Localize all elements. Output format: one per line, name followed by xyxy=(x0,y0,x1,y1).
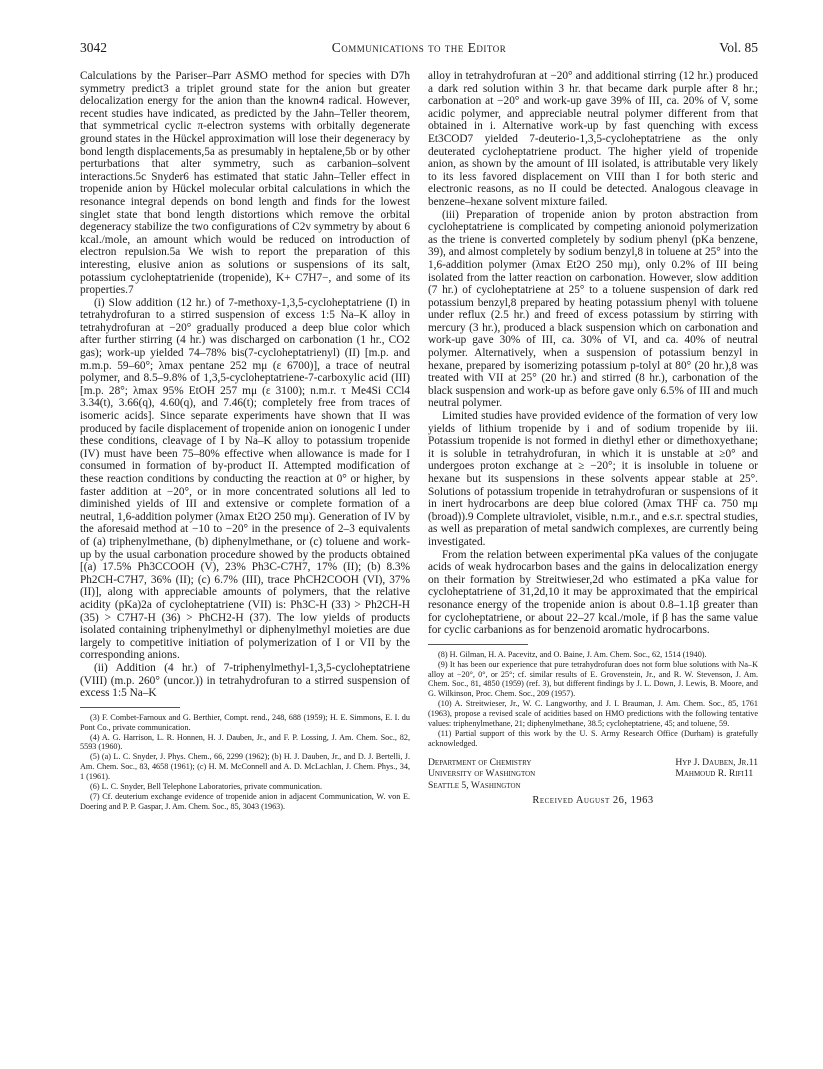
footnote: (8) H. Gilman, H. A. Pacevitz, and O. Baine, J. Am. Chem. Soc., 62, 1514 (1940). xyxy=(438,649,707,659)
footnotes-right xyxy=(428,650,758,749)
running-header xyxy=(80,40,758,60)
author-name: Hyp J. Dauben, Jr.11 xyxy=(675,756,758,768)
footnote: (4) A. G. Harrison, L. R. Honnen, H. J. Dauben, Jr., and F. P. Lossing, J. Am. Chem. Soc., 82, 5593 (1960). xyxy=(80,732,410,752)
paragraph: Limited studies have provided evidence of the formation of very low yields of lithium tropenide by i and of sodium tropenide by iii. Potassium tropenide is not formed in diethyl ether or dimethoxyethane; it is soluble in tetrahydrofuran, in which it is unstable at ≥0° and undergoes proton exchange at ≥ −20°; it is insoluble in toluene or hexane but its suspensions in these solvents appear stable at 25°. Solutions of potassium tropenide in tetrahydrofuran or suspensions of it in inert hydrocarbons are deep blue colored (λmax THF ca. 750 mμ (broad)).9 Complete ultraviolet, visible, n.m.r., and e.s.r. spectral studies, as well as preparation of metal sandwich complexes, are currently being investigated. xyxy=(428,410,758,548)
paragraph: Calculations by the Pariser–Parr ASMO method for species with D7h symmetry predict3 a triplet ground state for the anion but greater delocalization energy for the anion than the known4 radical. However, recent studies have indicated, as predicted by the Jahn–Teller theorem, that symmetrical cyclic π-electron systems with orbitally degenerate ground states in the Hückel approximation will lose their degeneracy by bond length displacements,5a as presumably in heptalene,5b or by other perturbations that alter symmetry, such as carbanion–solvent interactions.5c Snyder6 has estimated that static Jahn–Teller effect in tropenide anion by Hückel molecular orbital calculations in which the resonance integral depends on bond length and finds for the lowest singlet state that bond length distortions which remove the orbital degeneracy stabilize the two configurations of C2v symmetry by about 6 kcal./mole, an amount which would be reduced on introduction of electron repulsion.5a We wish to report the preparation of this interesting, elusive anion as solutions or suspensions of its salt, potassium cycloheptatrienide (tropenide), K+ C7H7−, and some of its properties.7 xyxy=(80,70,410,297)
footnote-divider xyxy=(428,644,528,645)
affiliation-line: Department of Chemistry xyxy=(428,756,532,768)
paragraph: (ii) Addition (4 hr.) of 7-triphenylmethyl-1,3,5-cycloheptatriene (VIII) (m.p. 260° (uncor.)) in tetrahydrofuran to a stirred suspension of excess 1:5 Na–K xyxy=(80,661,410,700)
affiliation-line: University of Washington xyxy=(428,768,536,780)
right-column xyxy=(428,70,758,806)
footnote: (9) It has been our experience that pure tetrahydrofuran does not form blue solutions with Na–K alloy at −20°, 0°, or 25°; cf. similar results of E. Grovenstein, Jr., and R. W. Stevenson, J. Am. Chem. Soc., 81, 4850 (1959) (ref. 3), but different findings by J. L. Down, J. Lewis, B. Moore, and G. Wilkinson, Proc. Chem. Soc., 209 (1957). xyxy=(428,659,758,699)
footnote: (10) A. Streitwieser, Jr., W. C. Langworthy, and J. I. Brauman, J. Am. Chem. Soc., 85, 1761 (1963), propose a revised scale of acidities based on HMO predictions with the following tentative values: triphenylmethane, 21; diphenylmethane, 38.5; cycloheptatriene, 45; and toluene, 59. xyxy=(428,699,758,729)
authors xyxy=(675,757,758,792)
signature-block xyxy=(428,757,758,792)
footnote: (5) (a) L. C. Snyder, J. Phys. Chem., 66, 2299 (1962); (b) H. J. Dauben, Jr., and D. J. Bertelli, J. Am. Chem. Soc., 83, 4658 (1961); (c) H. M. McConnell and A. D. McLachlan, J. Chem. Phys., 34, 1 (1961). xyxy=(80,752,410,782)
page-number: 3042 xyxy=(80,40,107,55)
footnote: (7) Cf. deuterium exchange evidence of tropenide anion in adjacent Communication, W. von E. Doering and P. P. Gaspar, J. Am. Chem. Soc., 85, 3043 (1963). xyxy=(80,791,410,811)
left-column xyxy=(80,70,410,812)
paragraph: (i) Slow addition (12 hr.) of 7-methoxy-1,3,5-cycloheptatriene (I) in tetrahydrofuran to a stirred suspension of excess 1:5 Na–K alloy in tetrahydrofuran at −20° gradually produced a deep blue color which after further stirring (4 hr.) was discharged on carbonation (1 hr., CO2 gas); work-up yielded 74–78% bis(7-cycloheptatrienyl) (II) [m.p. and m.m.p. 59–60°; λmax pentane 252 mμ (ε 6700)], a trace of neutral polymer, and 8.5–9.8% of 1,3,5-cycloheptatriene-7-carboxylic acid (III) [m.p. 28°; λmax 95% EtOH 257 mμ (ε 3100); n.m.r. τ Me4Si CCl4 3.34(t), 3.66(q), 4.60(q), and 7.46(t); completely free from traces of isomeric acids]. Since separate experiments have shown that II was produced by facile displacement of tropenide anion on ionogenic I under these conditions, cleavage of I by Na–K alloy to potassium tropenide (IV) must have been 75–80% effective when allowance is made for I consumed in formation of by-product II. Attempted modification of these reaction conditions by conducting the reaction at 0° or higher, by faster addition at −20°, or in more concentrated solutions all led to diminished yields of III and extensive or complete formation of a neutral, 1,6-addition polymer (λmax Et2O 250 mμ). Generation of IV by the aforesaid method at −10 to −20° in the presence of 2–3 equivalents of (a) triphenylmethane, (b) diphenylmethane, or (c) toluene and work-up by the usual carbonation procedure showed by the products obtained [(a) 17.5% Ph3CCOOH (V), 23% Ph3C-C7H7, 17% (II); (b) 8.3% Ph2CH-C7H7, 36% (II); (c) 6.7% (III), trace PhCH2COOH (VI), 37% (II)], along with appreciable amounts of polymers, that the relative acidity (pKa)2a of cycloheptatriene (VII) is: Ph3C-H (33) > Ph2CH-H (35) > C7H7-H (36) > PhCH2-H (37). The low yields of products isolated containing triphenylmethyl or diphenylmethyl moieties are due largely to competitive initiation of polymerization of I or VII by the corresponding anions. xyxy=(80,296,410,662)
footnote: (3) F. Combet-Farnoux and G. Berthier, Compt. rend., 248, 688 (1959); H. E. Simmons, E. I. du Pont Co., private communication. xyxy=(80,712,410,732)
footnote: (11) Partial support of this work by the U. S. Army Research Office (Durham) is gratefully acknowledged. xyxy=(428,728,758,748)
paragraph: (iii) Preparation of tropenide anion by proton abstraction from cycloheptatriene is complicated by competing anionoid polymerization as the triene is converted completely by sodium phenyl (pKa benzene, 39), and almost completely by sodium benzyl,8 in toluene at 25° into the 1,6-addition polymer (λmax Et2O 250 mμ), only 0.2% of III being isolated from the latter reaction on carbonation. However, slow addition (7 hr.) of cycloheptatriene at 25° to a toluene suspension of dark red potassium benzyl,8 prepared by heating potassium phenyl with toluene under reflux (2.5 hr.) and freed of excess potassium by stirring with mercury (3 hr.), produced a black suspension which on carbonation and work-up gave 30% of III, ca. 30% of VI, and ca. 40% of neutral polymer. Alternatively, when a suspension of potassium benzyl in hexane, prepared by isomerizing potassium p-tolyl at 80° (20 hr.),8 was treated with VII at 25° (20 hr.) and stirred (8 hr.), carbonation of the black suspension and work-up as before gave only 6.5% of III and much neutral polymer. xyxy=(428,208,758,410)
paragraph: From the relation between experimental pKa values of the conjugate acids of weak hydrocarbon bases and the gains in delocalization energy on their formation by Streitwieser,2d who estimated a pKa value for cycloheptatriene of 31,2d,10 it may be approximated that the empirical resonance energy of the tropenide anion is about 0.8–1.1β greater than for cycloheptatriene, or about 22–27 kcal./mole, if β has the same value for cyclic carbanions as for benzenoid aromatic hydrocarbons. xyxy=(428,548,758,637)
paragraph: alloy in tetrahydrofuran at −20° and additional stirring (12 hr.) produced a dark red solution within 3 hr. that became dark purple after 8 hr.; carbonation at −20° and work-up gave 39% of III, ca. 20% of V, some acidic polymer, and appreciable neutral polymer different from that obtained in i. Alternative work-up by fast quenching with excess Et3COD7 yielded 7-deuterio-1,3,5-cycloheptatriene as the only deuterated cycloheptatriene product. The higher yield of tropenide anion, as shown by the amount of III isolated, is attributable very likely to its less favored displacement on VIII than I for both steric and electronic reasons, as no II could be detected. Analogous cleavage in benzene–hexane solvent mixture failed. xyxy=(428,70,758,208)
affiliation xyxy=(428,757,535,792)
footnotes-left xyxy=(80,713,410,812)
affiliation-line: Seattle 5, Washington xyxy=(428,779,521,791)
volume-label: Vol. 85 xyxy=(719,40,758,55)
footnote: (6) L. C. Snyder, Bell Telephone Laboratories, private communication. xyxy=(90,782,322,792)
journal-section-title: Communications to the Editor xyxy=(331,40,507,55)
footnote-divider xyxy=(80,707,180,708)
received-date: Received August 26, 1963 xyxy=(532,795,654,807)
author-name: Mahmoud R. Rifi11 xyxy=(675,768,754,780)
